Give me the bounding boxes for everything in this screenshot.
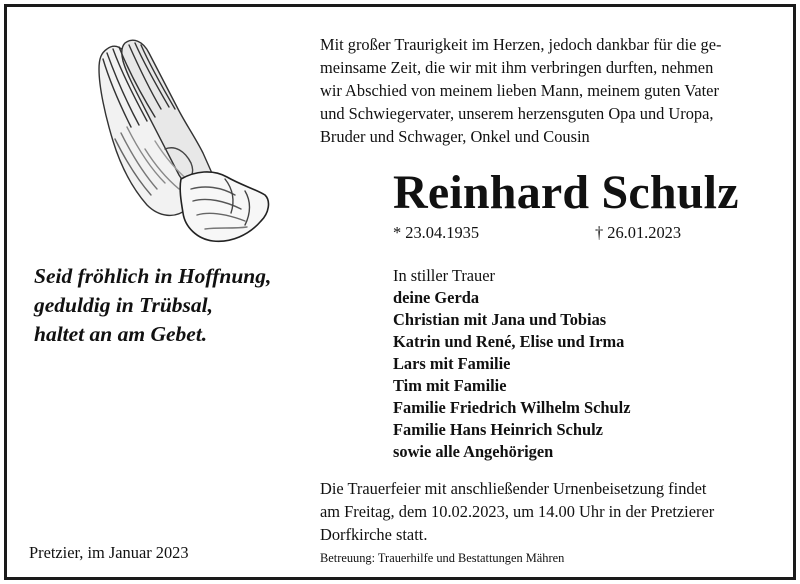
mourners-lead: In stiller Trauer [393, 266, 495, 285]
birth-date: * 23.04.1935 [393, 223, 480, 242]
funeral-line: Die Trauerfeier mit anschließender Urnenbeisetzung findet [320, 479, 707, 498]
intro-line: Bruder und Schwager, Onkel und Cousin [320, 127, 590, 146]
intro-text [320, 33, 778, 148]
intro-line: und Schwiegervater, unserem herzensguten Opa und Uropa, [320, 104, 714, 123]
funeral-line: Dorfkirche statt. [320, 525, 428, 544]
funeral-home-credit: Betreuung: Trauerhilfe und Bestattungen Mähren [320, 551, 565, 565]
intro-line: meinsame Zeit, die wir mit ihm verbringen durften, nehmen [320, 58, 714, 77]
verse-line: geduldig in Trübsal, [34, 293, 214, 317]
mourner-name: Familie Hans Heinrich Schulz [393, 420, 603, 439]
mourner-name: Tim mit Familie [393, 376, 507, 395]
bible-verse [34, 262, 334, 349]
mourner-name: deine Gerda [393, 288, 480, 307]
intro-line: Mit großer Traurigkeit im Herzen, jedoch dankbar für die ge- [320, 35, 722, 54]
mourner-name: Katrin und René, Elise und Irma [393, 332, 625, 351]
mourner-name: Christian mit Jana und Tobias [393, 310, 607, 329]
praying-hands-icon [85, 29, 280, 259]
death-date: † 26.01.2023 [595, 223, 682, 242]
verse-line: Seid fröhlich in Hoffnung, [34, 264, 272, 288]
deceased-name: Reinhard Schulz [393, 166, 739, 219]
funeral-line: am Freitag, dem 10.02.2023, um 14.00 Uhr in der Pretzierer [320, 502, 715, 521]
mourners-list [393, 265, 631, 463]
verse-line: haltet an am Gebet. [34, 322, 208, 346]
intro-line: wir Abschied von meinem lieben Mann, meinem guten Vater [320, 81, 719, 100]
obituary-frame [4, 4, 796, 580]
place-date: Pretzier, im Januar 2023 [29, 543, 189, 562]
mourner-name: Familie Friedrich Wilhelm Schulz [393, 398, 631, 417]
mourner-name: Lars mit Familie [393, 354, 511, 373]
mourner-name: sowie alle Angehörigen [393, 442, 554, 461]
funeral-notice [320, 477, 778, 546]
